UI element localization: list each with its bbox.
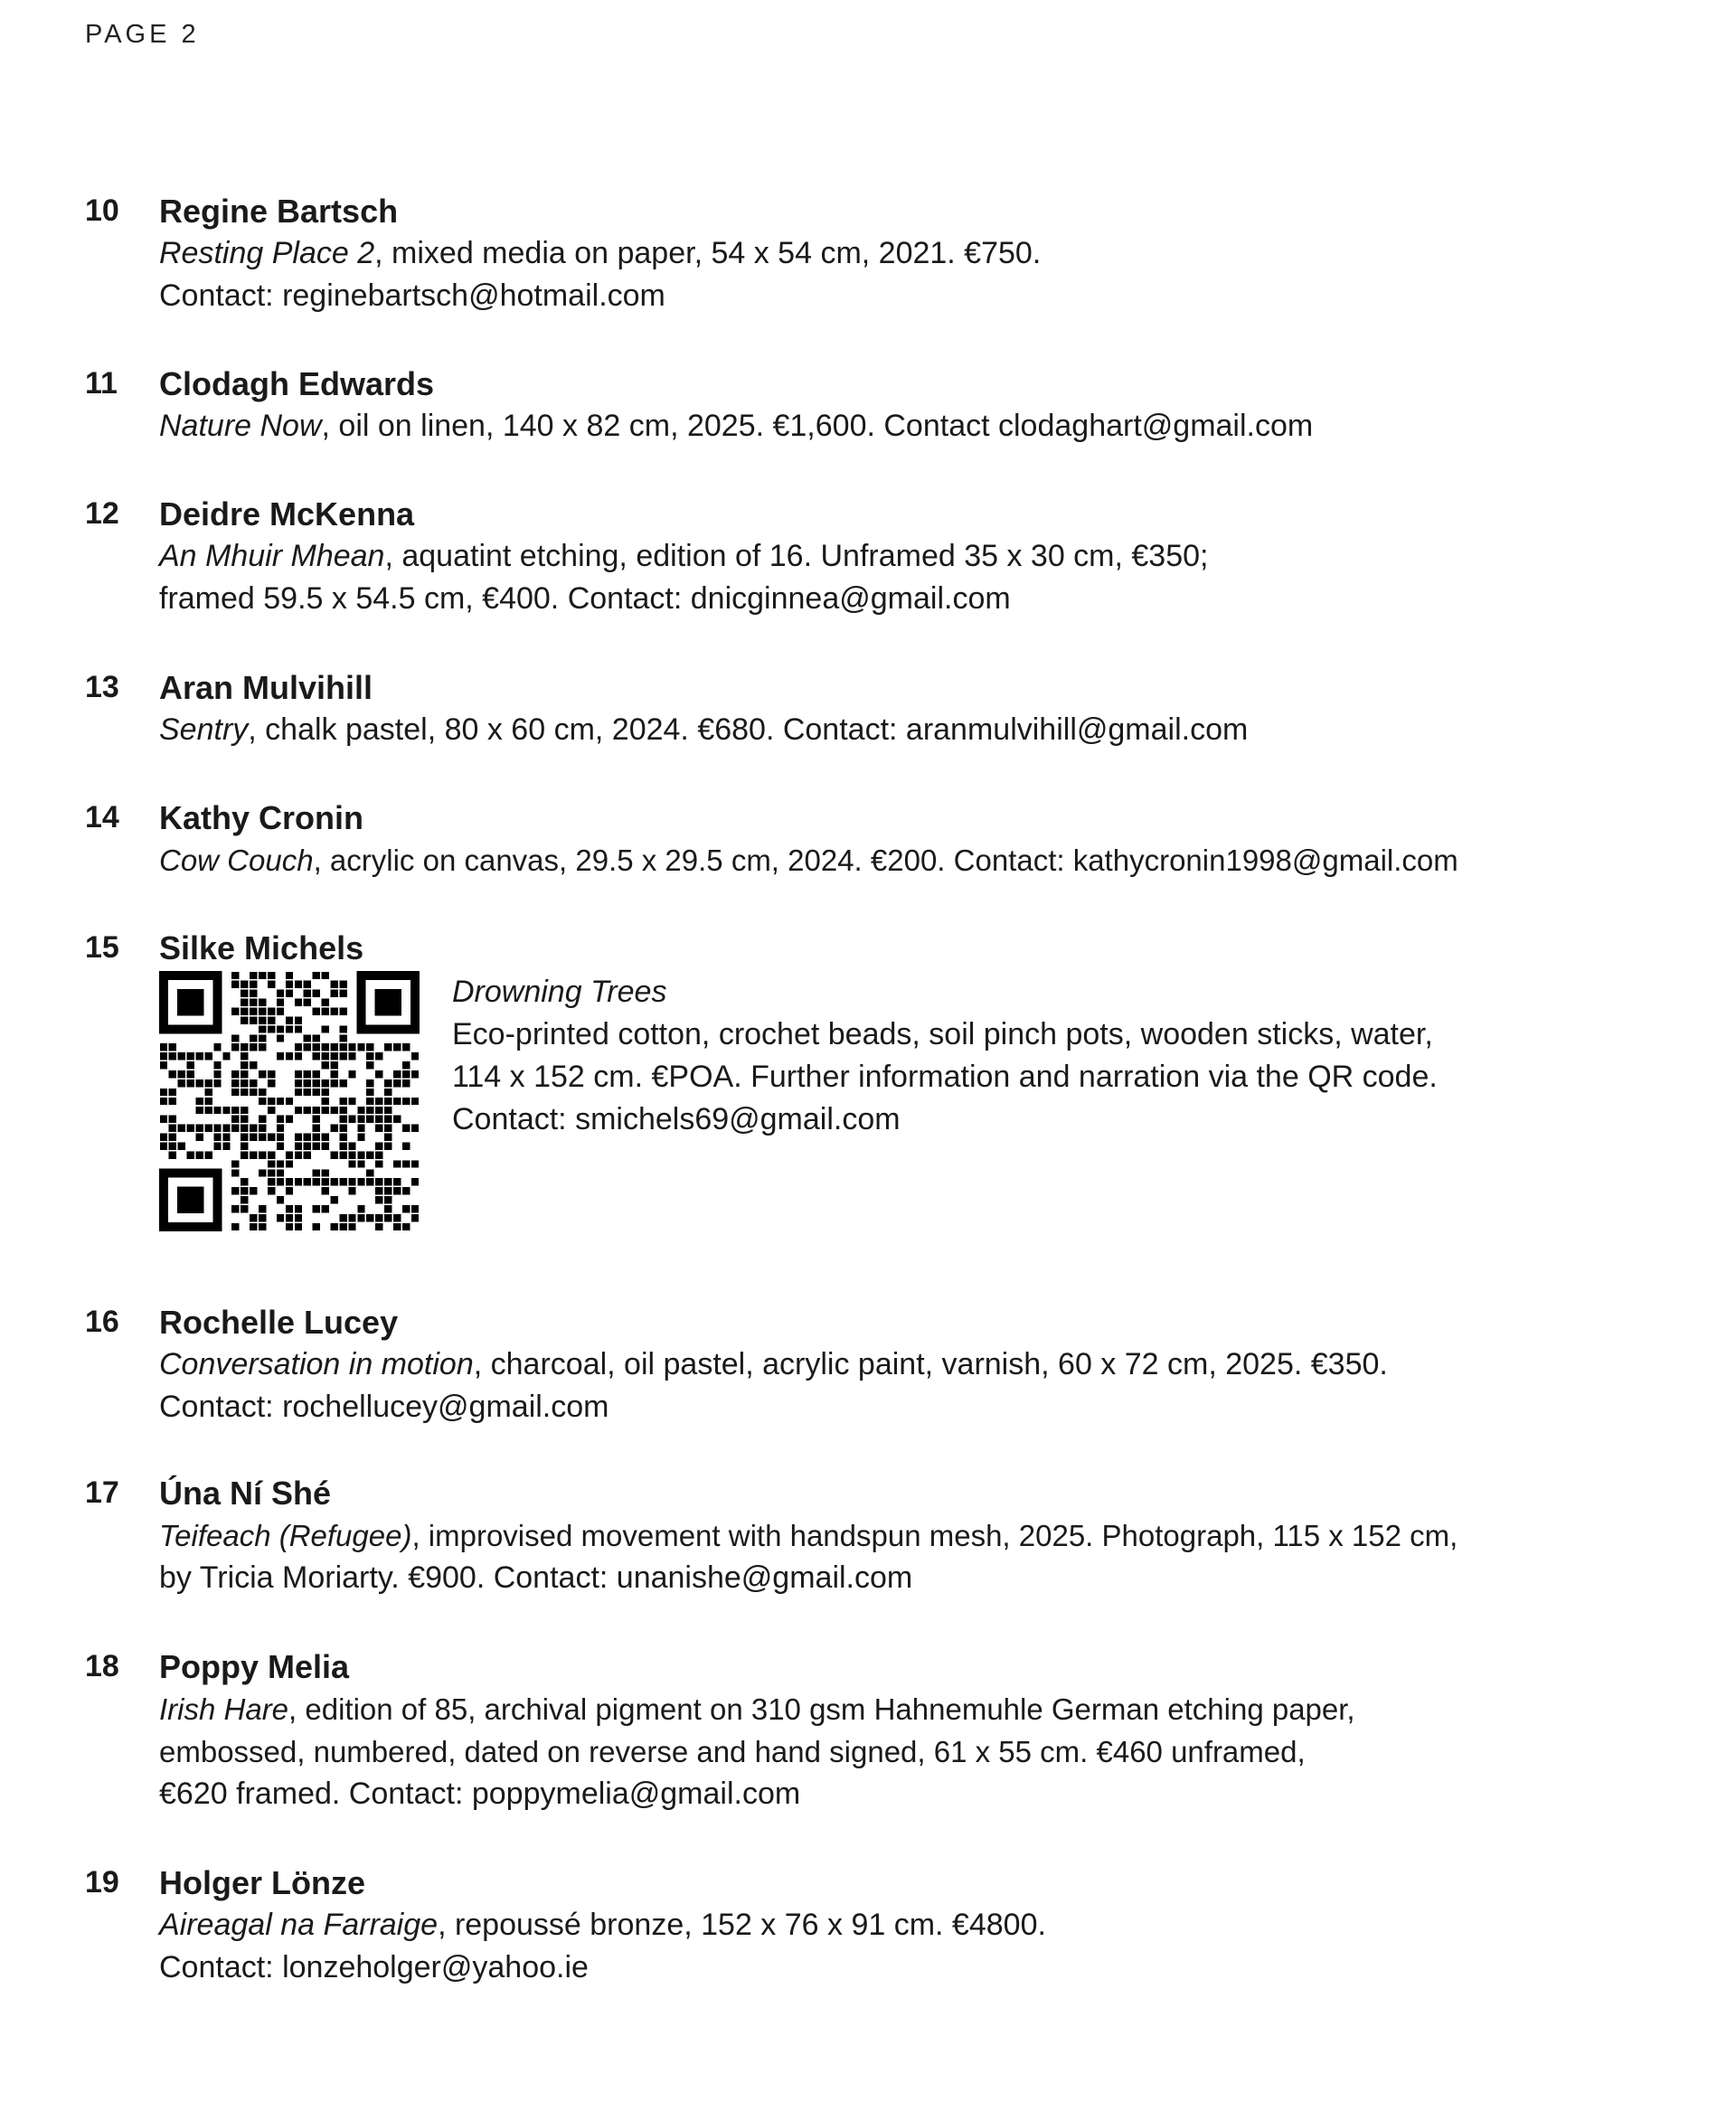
artwork-details bbox=[159, 1904, 1664, 1946]
artwork-details bbox=[159, 232, 1664, 275]
artist-name: Aran Mulvihill bbox=[159, 669, 373, 706]
artwork-details bbox=[159, 839, 1664, 881]
artwork-description: , chalk pastel, 80 x 60 cm, 2024. €680. Contact: aranmulvihill@gmail.com bbox=[248, 712, 1249, 747]
artwork-title: Resting Place 2 bbox=[159, 236, 375, 270]
artwork-description: , improvised movement with handspun mesh, 2025. Photograph, 115 x 152 cm, bbox=[411, 1519, 1458, 1552]
artwork-description: , edition of 85, archival pigment on 310 gsm Hahnemuhle German etching paper, bbox=[288, 1692, 1355, 1726]
artist-name: Deidre McKenna bbox=[159, 495, 415, 533]
catalogue-entry-18 bbox=[85, 1645, 1664, 1815]
artwork-description: , charcoal, oil pastel, acrylic paint, varnish, 60 x 72 cm, 2025. €350. bbox=[473, 1347, 1388, 1381]
catalogue-entry-15 bbox=[85, 927, 1664, 1231]
catalogue-entry-12 bbox=[85, 493, 1664, 620]
catalogue-entry-10 bbox=[85, 190, 1664, 317]
entry-number: 12 bbox=[85, 496, 119, 531]
entry-number: 19 bbox=[85, 1865, 119, 1899]
catalogue-entry-11 bbox=[85, 363, 1664, 448]
artwork-title: An Mhuir Mhean bbox=[159, 539, 385, 573]
entry-number: 11 bbox=[85, 366, 118, 401]
artwork-description: Eco-printed cotton, crochet beads, soil pinch pots, wooden sticks, water, bbox=[452, 1017, 1433, 1051]
entry-number: 14 bbox=[85, 800, 119, 834]
contact-line: framed 59.5 x 54.5 cm, €400. Contact: dnicginnea@gmail.com bbox=[159, 581, 1011, 616]
artist-name: Regine Bartsch bbox=[159, 193, 399, 230]
catalogue-entry-17 bbox=[85, 1472, 1664, 1599]
artwork-title: Nature Now bbox=[159, 409, 322, 443]
artwork-description-continued: embossed, numbered, dated on reverse and hand signed, 61 x 55 cm. €460 unframed, bbox=[159, 1735, 1306, 1768]
artwork-details bbox=[159, 1514, 1664, 1557]
page-label: PAGE 2 bbox=[85, 20, 200, 49]
entry-number: 10 bbox=[85, 193, 119, 228]
contact-line: Contact: rochellucey@gmail.com bbox=[159, 1390, 609, 1424]
artwork-details bbox=[159, 1688, 1664, 1730]
artwork-title: Drowning Trees bbox=[452, 975, 667, 1009]
entry-number: 15 bbox=[85, 930, 119, 965]
artwork-title: Conversation in motion bbox=[159, 1347, 474, 1381]
artwork-details bbox=[159, 405, 1664, 448]
artwork-details bbox=[159, 709, 1664, 751]
artwork-description: , acrylic on canvas, 29.5 x 29.5 cm, 2024. €200. Contact: kathycronin1998@gmail.com bbox=[313, 844, 1458, 877]
catalogue-entry-14 bbox=[85, 796, 1664, 881]
artist-name: Poppy Melia bbox=[159, 1648, 350, 1685]
contact-line: Contact: smichels69@gmail.com bbox=[452, 1102, 901, 1136]
artist-name: Kathy Cronin bbox=[159, 799, 364, 836]
artwork-title: Teifeach (Refugee) bbox=[159, 1519, 412, 1552]
entry-number: 13 bbox=[85, 670, 119, 704]
artist-name: Clodagh Edwards bbox=[159, 365, 435, 402]
artist-name: Úna Ní Shé bbox=[159, 1475, 332, 1512]
artwork-description-continued: 114 x 152 cm. €POA. Further information and narration via the QR code. bbox=[452, 1060, 1438, 1094]
artwork-title: Aireagal na Farraige bbox=[159, 1908, 439, 1942]
artwork-title: Irish Hare bbox=[159, 1692, 289, 1726]
entry-number: 18 bbox=[85, 1649, 119, 1683]
catalogue-entry-16 bbox=[85, 1301, 1664, 1428]
artwork-description: , aquatint etching, edition of 16. Unframed 35 x 30 cm, €350; bbox=[384, 539, 1209, 573]
contact-line: Contact: reginebartsch@hotmail.com bbox=[159, 278, 665, 313]
contact-line: €620 framed. Contact: poppymelia@gmail.com bbox=[159, 1777, 801, 1811]
catalogue-entry-19 bbox=[85, 1862, 1664, 1989]
entry-number: 17 bbox=[85, 1475, 119, 1510]
artwork-title: Cow Couch bbox=[159, 844, 314, 877]
contact-line: by Tricia Moriarty. €900. Contact: unanishe@gmail.com bbox=[159, 1560, 913, 1595]
qr-code-icon[interactable] bbox=[159, 971, 420, 1231]
artwork-description: , oil on linen, 140 x 82 cm, 2025. €1,600. Contact clodaghart@gmail.com bbox=[321, 409, 1314, 443]
artist-name: Silke Michels bbox=[159, 929, 364, 966]
artist-name: Rochelle Lucey bbox=[159, 1304, 399, 1341]
artwork-description: , mixed media on paper, 54 x 54 cm, 2021. €750. bbox=[374, 236, 1042, 270]
artist-name: Holger Lönze bbox=[159, 1864, 366, 1901]
artwork-details bbox=[159, 1343, 1664, 1386]
artwork-details bbox=[159, 535, 1664, 578]
contact-line: Contact: lonzeholger@yahoo.ie bbox=[159, 1950, 589, 1984]
catalogue-entry-13 bbox=[85, 666, 1664, 751]
entry-number: 16 bbox=[85, 1305, 119, 1339]
artwork-description: , repoussé bronze, 152 x 76 x 91 cm. €4800. bbox=[438, 1908, 1046, 1942]
artwork-title: Sentry bbox=[159, 712, 249, 747]
